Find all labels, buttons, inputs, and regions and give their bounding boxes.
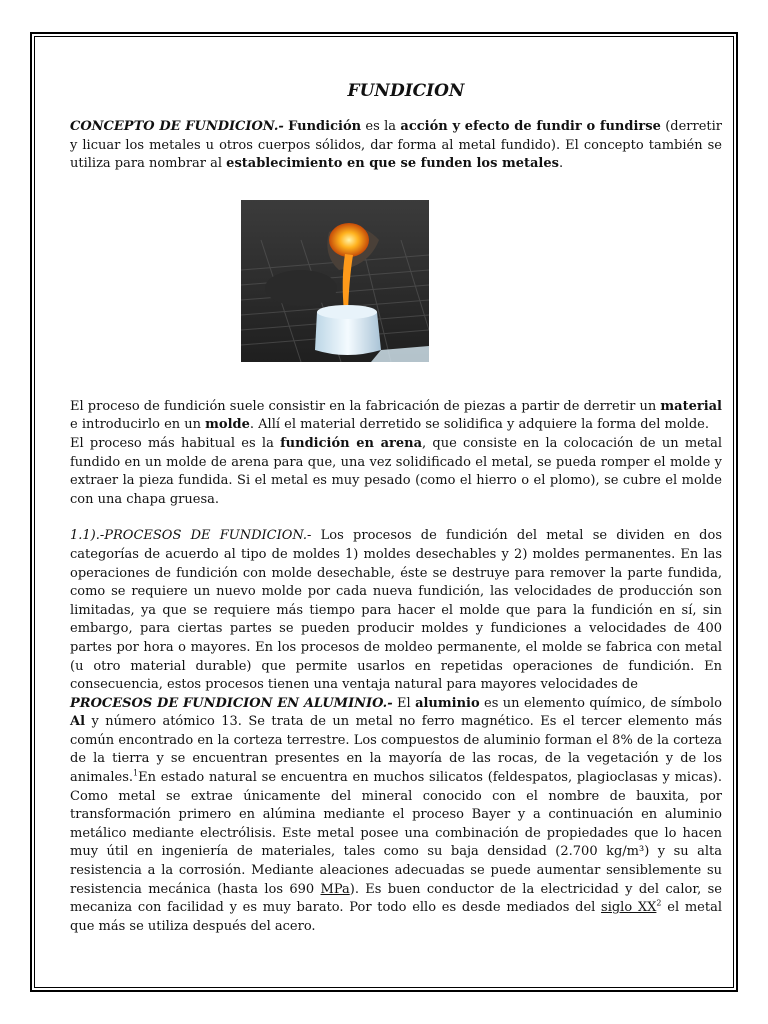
concept-paragraph: CONCEPTO DE FUNDICION.- Fundición es la acción y efecto de fundir o fundirse (derretir y licuar los metales u otros cuerpos sólidos, dar forma al metal fundido). El concepto también se utiliza para nombrar al establecimiento en que se funden los metales. (70, 119, 722, 172)
siglo-xx-link[interactable]: siglo XX (601, 900, 657, 916)
aluminio-paragraph: PROCESOS DE FUNDICION EN ALUMINIO.- El aluminio es un elemento químico, de símbolo Al y número atómico 13. Se trata de un metal no ferro magnético. Es el tercer elemento más común encontrado en la corteza terrestre. Los compuestos de aluminio forman el 8% de la corteza de la tierra y se encuentran presentes en la mayoría de las rocas, de la vegetación y de los animales.$^1$En estado natural se encuentra en muchos silicatos (feldespatos, plagioclasas y micas). Como metal se extrae únicamente del mineral conocido con el nombre de bauxita, por transformación primero en alúmina mediante el proceso Bayer y a continuación en aluminio metálico mediante electrólisis. Este metal posee una combinación de propiedades que lo hacen muy útil en ingeniería de materiales, tales como su baja densidad (2.700 kg/m³) y su alta resistencia a la corrosión. Mediante aleaciones adecuadas se puede aumentar sensiblemente su resistencia mecánica (hasta los 690 MPa). Es buen conductor de la electricidad y del calor, se mecaniza con facilidad y es muy barato. Por todo ello es desde mediados del siglo $XX^2$ el metal que más se utiliza después del acero. (70, 695, 722, 934)
page-title: FUNDICION (347, 81, 465, 101)
mpa-link[interactable]: MPa (320, 881, 350, 897)
sand-paragraph: El proceso más habitual es la fundición en arena, que consiste en la colocación de un metal fundido en un molde de arena para que, una vez solidificado el metal, se pueda romper el molde y extraer la pieza fundida. Si el metal es muy pesado (como el hierro o el plomo), se cubre el molde con una chapa gruesa. (70, 435, 723, 507)
footnote-ref-1[interactable]: 1 (133, 768, 139, 778)
molten-metal-photo (241, 200, 429, 362)
procesos-paragraph: 1.1).-PROCESOS DE FUNDICION.- Los procesos de fundición del metal se dividen en dos categorías de acuerdo al tipo de moldes 1) moldes desechables y 2) moldes permanentes. En las operaciones de fundición con molde desechable, éste se destruye para remover la parte fundida, como se requiere un nuevo molde por cada nueva fundición, las velocidades de producción son limitadas, ya que se requiere más tiempo para hacer el molde que para la fundición en sí, sin embargo, para ciertas partes se pueden producir moldes y fundiciones a velocidades de 400 partes por hora o mayores. En los procesos de moldeo permanente, el molde se fabrica con metal (u otro material durable) que permite usarlos en repetidas operaciones de fundición. En consecuencia, estos procesos tienen una ventaja natural para mayores velocidades de (70, 528, 722, 693)
concept-heading: CONCEPTO DE FUNDICION.- (70, 119, 284, 134)
footnote-ref-2[interactable]: 2 (656, 898, 662, 908)
procesos-heading: 1.1).-PROCESOS DE FUNDICION.- (70, 528, 312, 544)
aluminio-heading: PROCESOS DE FUNDICION EN ALUMINIO.- (70, 695, 393, 711)
process-paragraph: El proceso de fundición suele consistir en la fabricación de piezas a partir de derretir un material e introducirlo en un molde. Allí el material derretido se solidifica y adquiere la forma del molde. (70, 398, 722, 433)
document-body (70, 80, 722, 936)
